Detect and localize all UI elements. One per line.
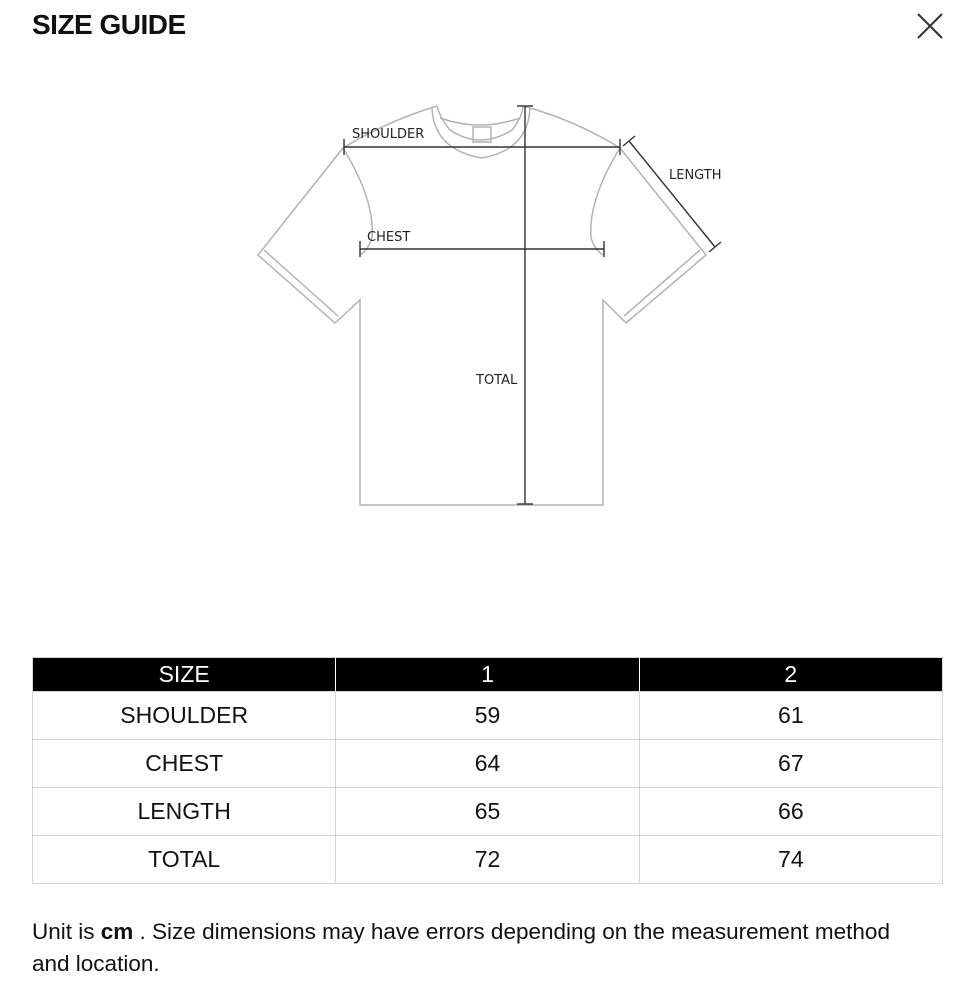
- size-table: [32, 657, 943, 884]
- table-header: 1: [336, 658, 639, 692]
- table-cell: SHOULDER: [33, 692, 336, 740]
- table-header-row: [33, 658, 943, 692]
- note-prefix: Unit is: [32, 919, 101, 944]
- table-row: [33, 836, 943, 884]
- shoulder-label: SHOULDER: [352, 127, 425, 142]
- table-cell: CHEST: [33, 740, 336, 788]
- table-cell: TOTAL: [33, 836, 336, 884]
- table-cell: 74: [639, 836, 942, 884]
- table-cell: 61: [639, 692, 942, 740]
- total-label: TOTAL: [476, 373, 518, 388]
- length-label: LENGTH: [669, 168, 722, 183]
- table-cell: 72: [336, 836, 639, 884]
- table-cell: 59: [336, 692, 639, 740]
- table-cell: 67: [639, 740, 942, 788]
- table-header: 2: [639, 658, 942, 692]
- chest-label: CHEST: [367, 230, 411, 245]
- tshirt-outline: [258, 106, 706, 505]
- note-suffix: . Size dimensions may have errors depending on the measurement method and location.: [32, 919, 890, 976]
- note-unit: cm: [100, 919, 134, 944]
- unit-note: [32, 916, 932, 980]
- table-cell: 66: [639, 788, 942, 836]
- table-cell: 65: [336, 788, 639, 836]
- table-row: [33, 740, 943, 788]
- measure-lines: [344, 106, 721, 504]
- modal-title: SIZE GUIDE: [32, 9, 186, 40]
- table-cell: LENGTH: [33, 788, 336, 836]
- table-row: [33, 788, 943, 836]
- table-cell: 64: [336, 740, 639, 788]
- table-row: [33, 692, 943, 740]
- table-header: SIZE: [33, 658, 336, 692]
